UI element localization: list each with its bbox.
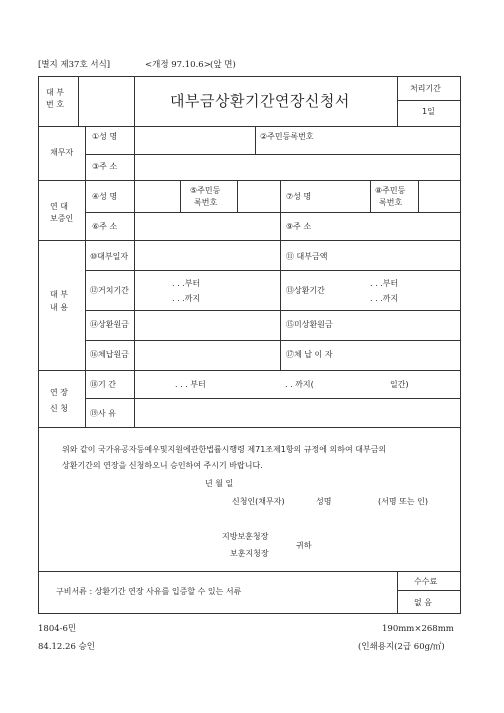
loan-date-label: ⑩대부일자 [90, 252, 129, 261]
guarantor-a-rrn-label: ⑤주민등 [190, 186, 221, 195]
loan-number-label-2: 번 호 [46, 100, 64, 109]
loan-section-label-2: 내 용 [50, 303, 68, 312]
extension-section-label: 연 장 [50, 388, 68, 397]
guarantor-b-rrn-label-2: 록번호 [379, 198, 403, 207]
debtor-rrn-label: ②주민등록번호 [260, 132, 314, 141]
extension-period-to: . . 까지( [285, 380, 314, 389]
extension-reason-label: ⑲사 유 [90, 409, 116, 418]
signature-label: (서명 또는 인) [378, 497, 428, 506]
processing-period-value: 1일 [422, 107, 435, 116]
required-documents: 구비서류 : 상환기간 연장 사유를 입증할 수 있는 서류 [56, 587, 242, 596]
loan-number-label: 대 부 [46, 88, 64, 97]
guarantor-a-rrn-label-2: 록번호 [194, 198, 218, 207]
guarantor-b-address-label: ⑨주 소 [286, 222, 312, 231]
grace-period-to: . . .까지 [172, 294, 201, 303]
loan-section-label: 대 부 [50, 290, 68, 299]
unrepaid-principal-label: ⑮미상환원금 [286, 320, 333, 329]
guarantor-section-label: 연 대 [50, 202, 68, 211]
processing-period-label: 처리기간 [410, 84, 441, 93]
honorific: 귀하 [296, 541, 312, 550]
repay-period-label: ⑬상환기간 [286, 286, 325, 295]
debtor-address-label: ③주 소 [92, 162, 118, 171]
applicant-label: 신청인(채무자) [232, 497, 285, 506]
overdue-principal-label: ⑯체납원금 [90, 350, 129, 359]
statement-line-2: 상환기간의 연장을 신청하오니 승인하여 주시기 바랍니다. [62, 461, 263, 470]
extension-period-from: . . . 부터 [175, 380, 206, 389]
form-code: 1804-6민 [38, 624, 77, 634]
guarantor-a-name-label: ④성 명 [92, 192, 118, 201]
overdue-interest-label: ⑰체 납 이 자 [286, 350, 333, 359]
applicant-name-label: 성명 [316, 497, 332, 506]
statement-line-1: 위와 같이 국가유공자등예우및지원에관한법률시행령 제71조제1항의 규정에 의하여 대부금의 [62, 445, 387, 454]
grace-period-from: . . .부터 [172, 279, 201, 288]
paper-size: 190mm×268mm [382, 624, 454, 634]
guarantor-b-rrn-label: ⑧주민등 [375, 186, 406, 195]
repay-period-from: . . .부터 [370, 279, 399, 288]
extension-period-label: ⑱기 간 [90, 380, 116, 389]
fee-label: 수수료 [414, 577, 438, 586]
repaid-principal-label: ⑭상환원금 [90, 320, 129, 329]
paper-spec: (인쇄용지(2급 60g/㎡) [358, 642, 445, 652]
extension-period-days: 일간) [390, 380, 409, 389]
repay-period-to: . . .까지 [370, 294, 399, 303]
extension-section-label-2: 신 청 [50, 404, 68, 413]
statement-date: 년 월 일 [205, 479, 234, 488]
approval-date: 84.12.26 승인 [38, 642, 95, 652]
guarantor-b-name-label: ⑦성 명 [286, 192, 312, 201]
form-number: [별지 제37호 서식] [38, 60, 111, 70]
front-side-note: (앞 면) [210, 60, 236, 70]
guarantor-section-label-2: 보증인 [50, 214, 74, 223]
addressee-regional: 지방보훈청장 [222, 532, 269, 541]
form-title: 대부금상환기간연장신청서 [170, 92, 350, 110]
loan-amount-label: ⑪ 대부금액 [286, 252, 328, 261]
addressee-branch: 보훈지청장 [230, 549, 269, 558]
revision-note: <개정 97.10.6> [145, 60, 211, 70]
grace-period-label: ⑫거치기간 [90, 286, 129, 295]
fee-value: 없 음 [414, 598, 432, 607]
debtor-section-label: 채무자 [50, 148, 74, 157]
guarantor-a-address-label: ⑥주 소 [92, 222, 118, 231]
debtor-name-label: ①성 명 [92, 132, 118, 141]
